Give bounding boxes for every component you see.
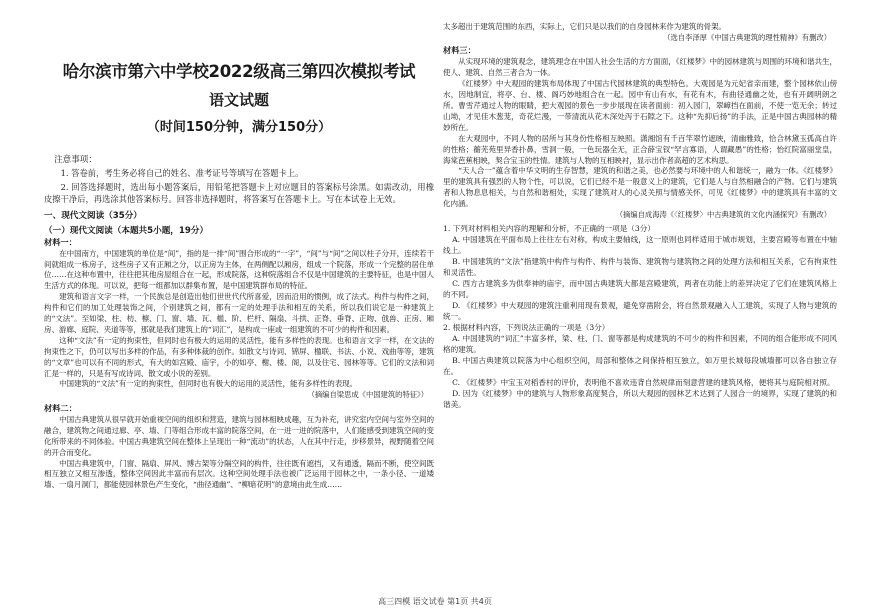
- material-1-label: 材料一：: [44, 236, 77, 247]
- material-1-source: （摘编自梁思成《中国建筑的特征》）: [307, 390, 428, 400]
- exam-time: （时间150分钟，满分150分）: [146, 120, 332, 135]
- note-item: 1. 答卷前，考生务必将自己的姓名、准考证号等填写在答题卡上。: [60, 168, 304, 178]
- material-1-paragraph: 在中国南方，中国建筑的单位是“间”，指的是一排“间”围合形成的“一字”，“间”与“间”之间以柱子分开，连续若干间就组成一栋房子，这些房子又有正厢之分，以正房为主体，在两侧配以厢房，组成一个院落，形成一个完整的居住单位……在这种布置中，往往把其他房屋组合在一起，形成院落，这种院落组合不仅是中国建筑的主要特征，也是中国人生活方式的体现。可以说，把每一组都加以群集布置，是中国建筑群布局的特征。: [44, 248, 434, 291]
- left-column: [44, 0, 434, 590]
- material-2-paragraph: 中国古典建筑从很早就开始重视空间的组织和营造，建筑与园林相映成趣，互为补充，讲究室内空间与室外空间的融合，建筑物之间通过廊、亭、墙、门等组合形成丰富的院落空间，在一进一进的院落中，人们能感受到建筑空间的变化所带来的不同体验。中国古典建筑空间在整体上呈现出一种“流动”的状态，人在其中行走，步移景异，视野随着空间的开合而变化。: [44, 414, 434, 457]
- question-2-option-c: C. 《红楼梦》中宝玉对稻香村的评价，表明他不喜欢违背自然规律而刻意营建的建筑风格，便将其与庭院相对照。: [452, 377, 835, 387]
- question-1-option-c: C. 西方古建筑多为供奉神的庙宇，而中国古典建筑大都是宫殿建筑，两者在功能上的差异决定了它们在建筑风格上的不同。: [443, 278, 837, 299]
- material-1-paragraph: 这种“文法”有一定的拘束性，但同时也有极大的运用的灵活性，能有多样性的表现。也和语言文字一样，在文法的拘束性之下，仍可以写出多样的作品，有多种体裁的创作。如散文与诗词、锦屏、楹联、书法、小说、戏曲等等，建筑的“文章”也可以有不同的形式，有大的如宫殿、庙宇，小的如亭、榭、楼、阁，以及住宅、园林等等。它们的文法和词汇是一样的，只是有写成诗词、散文或小说的差别。: [44, 335, 434, 378]
- material-3-label: 材料三：: [443, 45, 476, 56]
- question-1-option-b: B. 中国建筑的“文法”指建筑中构件与构件、构件与装饰、建筑物与建筑物之间的处理方法和相互关系，它有拘束性和灵活性。: [443, 256, 837, 277]
- note-item: 2. 回答选择题时，选出每小题答案后，用铅笔把答题卡上对应题目的答案标号涂黑。如需改动，用橡皮擦干净后，再选涂其他答案标号。回答非选择题时，将答案写在答题卡上。写在本试卷上无效。: [44, 182, 434, 205]
- question-1-option-d: D. 《红楼梦》中大观园的建筑注重利用现有景观，避免穿凿附会，将自然景观融入人工建筑，实现了人物与建筑的统一。: [443, 300, 837, 321]
- question-1-stem: 1. 下列对材料相关内容的理解和分析，不正确的一项是（3分）: [443, 223, 655, 233]
- exam-title: 哈尔滨市第六中学校2022级高三第四次模拟考试: [62, 62, 416, 81]
- material-2-paragraph: 中国古典建筑中，门窗、隔扇、屏风、博古架等分隔空间的构件，往往既有遮挡，又有通透，隔而不断，使空间既相互独立又相互渗透，整体空间因此丰富而有层次。这种空间处理手法也被广泛运用于园林之中，一条小径、一道矮墙、一扇月洞门，都能使园林景色产生变化，“曲径通幽”、“柳暗花明”的意境由此生成……: [44, 458, 434, 490]
- material-2-source: （选自李泽厚《中国古典建筑的理性精神》有删改）: [663, 32, 831, 42]
- question-1-option-a: A. 中国建筑在平面布局上往往左右对称，构成主要轴线，这一原则也同样适用于城市规划，主要宫殿等布置在中轴线上。: [443, 234, 837, 255]
- exam-subtitle: 语文试题: [208, 91, 269, 109]
- question-2-option-a: A. 中国建筑的“词汇”丰富多样，梁、柱、门、窗等都是构成建筑的不可少的构件和因素，不同的组合能形成不同风格的建筑。: [443, 333, 837, 354]
- material-1-paragraph: 中国建筑的“文法”有一定的拘束性，但同时也有极大的运用的灵活性，能有多样性的表现。: [59, 379, 358, 389]
- material-3-paragraph: 在大观园中，不同人物的居所与其身份性格相互映照。潇湘馆有千百竿翠竹遮映，清幽雅致，恰合林黛玉孤高自许的性格；蘅芜苑里异香扑鼻，雪洞一般，一色玩器全无，正合薛宝钗“罕言寡语，人谓藏愚”的性格；怡红院富丽堂皇，海棠芭蕉相映，契合宝玉的性情。建筑与人物的互相映衬，显示出作者高超的艺术构思。: [443, 133, 837, 165]
- question-2-option-b: B. 中国古典建筑以院落为中心组织空间，局部和整体之间保持相互独立，如万里长城每段城墙都可以各自独立存在。: [443, 355, 837, 376]
- page-footer: 高三四模 语文试卷 第1页 共4页: [378, 597, 492, 606]
- notes-heading: 注意事项：: [54, 155, 97, 165]
- continued-paragraph: 太多超出于建筑范围的东西，实际上，它们只是以我们的自身园林来作为建筑的骨架。: [443, 22, 726, 31]
- material-3-source: （摘编自成海涛《〈红楼梦〉中古典建筑的文化内涵探究》有删改）: [615, 210, 831, 220]
- question-2-stem: 2. 根据材料内容，下列说法正确的一项是（3分）: [443, 322, 610, 332]
- subsection-heading: （一）现代文阅读（本题共5小题，19分）: [44, 225, 209, 236]
- material-2-label: 材料二：: [44, 402, 77, 413]
- material-3-paragraph: 《红楼梦》中大观园的建筑布局体现了中国古代园林建筑的典型特色。大观园是为元妃省亲而建，整个园林依山傍水，因地制宜，将亭、台、楼、阁巧妙地组合在一起。园中有山有水，有花有木，有曲径通幽之处，也有开阔明朗之所。曹雪芹通过人物的眼睛，把大观园的景色一步步展现在读者面前：初入园门，翠嶂挡在面前，不使一览无余；转过山坳，才见佳木葱茏，奇花烂漫，一带清流从花木深处泻于石隙之下。这种“先抑后扬”的手法，正是中国古典园林的精妙所在。: [443, 79, 837, 132]
- material-3-paragraph: “天人合一”蕴含着中华文明的生存智慧，建筑的和谐之美，也必然要与环境中的人和谐统一，融为一体。《红楼梦》里的建筑具有强烈的人物个性，可以说，它们已经不是一般意义上的建筑，它们是人与自然相融合的产物。它们与建筑者和人物息息相关，与自然和谐相处，实现了建筑对人的心灵关照与情感关怀，可见《红楼梦》中的建筑具有丰富的文化内涵。: [443, 166, 837, 209]
- material-1-paragraph: 建筑和语言文字一样，一个民族总是创造出他们世世代代所喜爱，因而沿用的惯例，成了法式。构件与构件之间，构件和它们的加工处理装饰之间，个别建筑之间，都有一定的处理手法和相互的关系，所以我们说它是一种建筑上的“文法”。至如梁、柱、枋、檩、门、窗、墙、瓦、槛、阶、栏杆、隔扇、斗拱、正脊、垂脊、正吻、戗兽、正房、厢房、游廊、庭院、夹道等等，那就是我们建筑上的“词汇”，是构成一座或一组建筑的不可少的构件和因素。: [44, 292, 434, 334]
- question-2-option-d: D. 因为《红楼梦》中的建筑与人物形象高度契合，所以大观园的园林艺术达到了人园合一的境界，实现了建筑的和谐美。: [443, 388, 837, 409]
- section-heading: 一、现代文阅读（35分）: [44, 210, 142, 221]
- right-column: [443, 0, 837, 590]
- material-3-paragraph: 从实现环境的建筑观念，建筑理念在中国人社会生活的方方面面，《红楼梦》中的园林建筑与周围的环境和谐共生，使人、建筑、自然三者合为一体。: [443, 57, 837, 78]
